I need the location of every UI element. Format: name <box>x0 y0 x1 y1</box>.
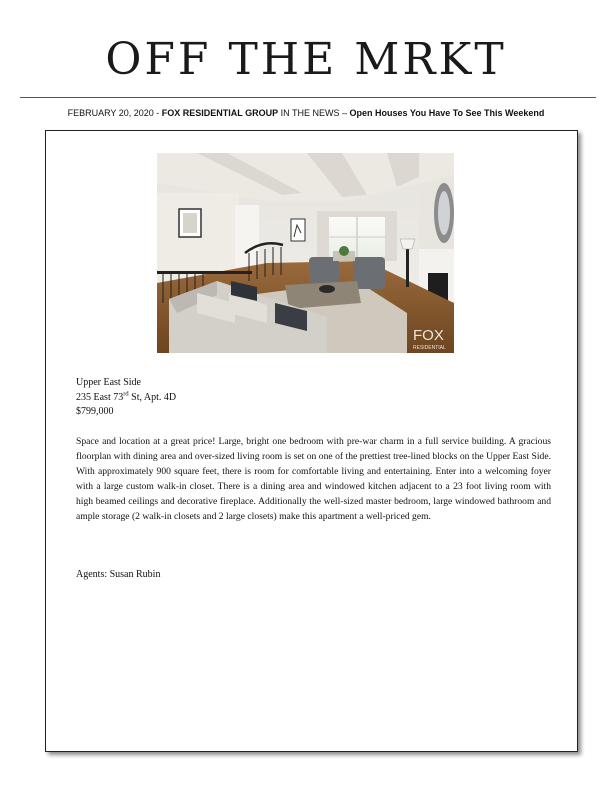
photo-watermark: FOX <box>413 327 444 344</box>
listing-price: $799,000 <box>76 406 114 417</box>
header-divider <box>20 97 596 98</box>
listing-description: Space and location at a great price! Large, bright one bedroom with pre-war charm in a full service building. A gracious floorplan with dining area and over-sized living room is set on one of the prettiest tree-lined blocks on the Upper East Side. With approximately 900 square feet, there is room for comfortable living and entertaining. Enter into a welcoming foyer with a large custom walk-in closet. There is a dining area and windowed kitchen adjacent to a 23 foot living room with high beamed ceilings and decorative fireplace. Additionally the well-sized master bedroom, large windowed bathroom and ample storage (2 walk-in closets and 2 large closets) make this apartment a well-priced gem. <box>76 436 551 522</box>
listing-photo <box>157 153 454 353</box>
dateline-date: FEBRUARY 20, 2020 - <box>67 108 162 118</box>
dateline-in-the-news: IN THE NEWS – <box>278 108 350 118</box>
listing-address <box>76 391 551 406</box>
address-prefix: 235 East 73 <box>76 391 124 403</box>
dateline-group: FOX RESIDENTIAL GROUP <box>161 108 279 118</box>
listing-card <box>45 130 578 752</box>
listing-agents: Agents: Susan Rubin <box>76 569 161 580</box>
listing-neighborhood: Upper East Side <box>76 377 141 388</box>
masthead-title: OFF THE MRKT <box>105 34 507 85</box>
photo-watermark-sub: RESIDENTIAL <box>413 345 446 351</box>
address-suffix: St, Apt. 4D <box>128 391 177 403</box>
address-ordinal: rd <box>123 390 129 398</box>
dateline <box>0 108 612 118</box>
listing-info <box>76 376 551 420</box>
dateline-headline: Open Houses You Have To See This Weekend <box>349 108 545 118</box>
